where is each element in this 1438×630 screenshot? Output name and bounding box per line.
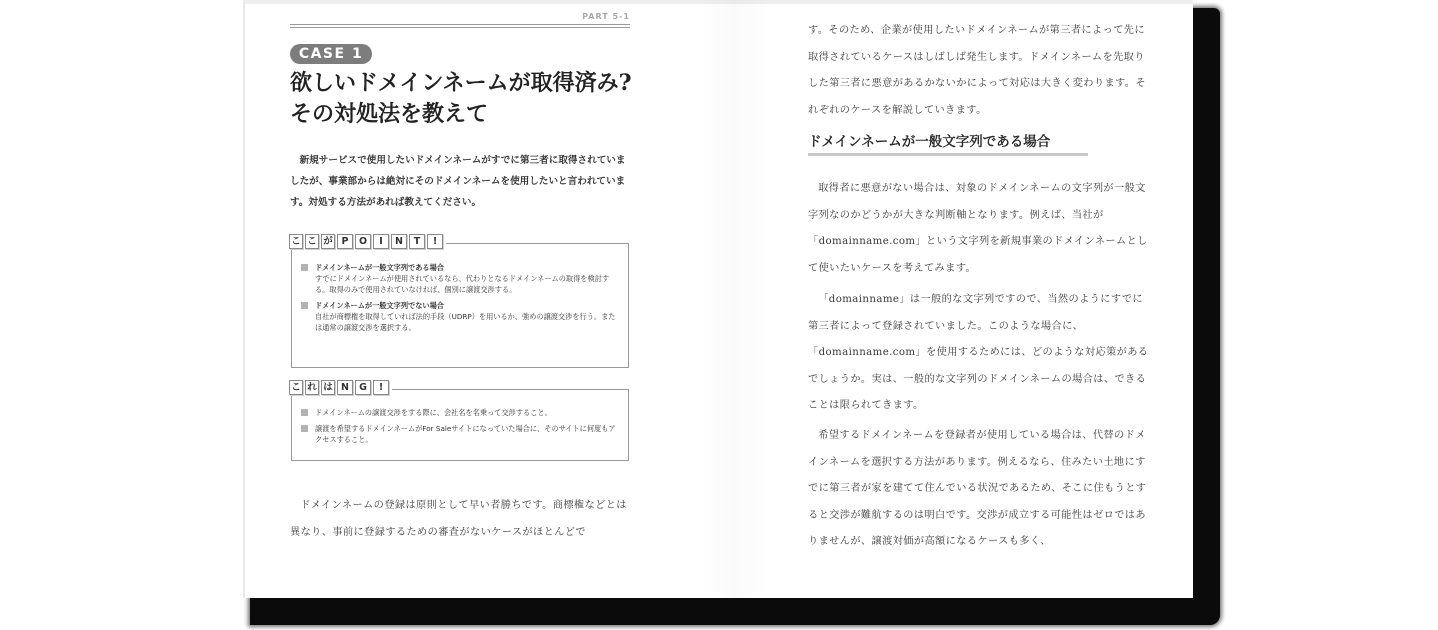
ng-item	[301, 423, 618, 445]
ng-item	[301, 407, 618, 418]
point-box	[291, 236, 629, 368]
square-bullet-icon	[301, 409, 308, 416]
ng-list	[301, 407, 618, 450]
left-body-paragraph: ドメインネームの登録は原則として早い者勝ちです。商標権などとは異なり、事前に登録するための審査がないケースがほとんどで	[290, 500, 627, 538]
case-title	[290, 68, 650, 130]
ng-box-title	[289, 380, 392, 395]
point-item-heading: ドメインネームが一般文字列である場合	[315, 263, 444, 272]
title-char: T	[409, 234, 425, 249]
ng-item-body: 譲渡を希望するドメインネームがFor Saleサイトになっていた場合に、そのサイトに何度もアクセスすること。	[315, 424, 616, 444]
title-char: こ	[305, 234, 319, 249]
case-question: 新規サービスで使用したいドメインネームがすでに第三者に取得されていましたが、事業部からは絶対にそのドメインネームを使用したいと言われています。対処する方法があれば教えてください。	[290, 155, 626, 208]
section-heading: ドメインネームが一般文字列である場合	[808, 131, 1088, 156]
point-item	[301, 262, 618, 295]
case-title-line-1: 欲しいドメインネームが取得済み?	[290, 70, 632, 96]
ng-box	[291, 382, 629, 461]
right-paragraph-4: 希望するドメインネームを登録者が使用している場合は、代替のドメインネームを選択する方法があります。例えるなら、住みたい土地にすでに第三者が家を建てて住んでいる状況であるため、そこに住もうとすると交渉が難航するのは明白です。交渉が成立する可能性はゼロではありませんが、譲渡対価が高額になるケースも多く、	[808, 430, 1147, 548]
case-badge: CASE 1	[290, 44, 372, 64]
point-item-body: すでにドメインネームが使用されているなら、代わりとなるドメインネームの取得を検討する。取得のみで使用されていなければ、個別に譲渡交渉する。	[315, 274, 610, 294]
header-double-rule	[290, 24, 630, 28]
square-bullet-icon	[301, 264, 308, 271]
right-paragraph-1: す。そのため、企業が使用したいドメインネームが第三者によって先に取得されているケースはしばしば発生します。ドメインネームを先取りした第三者に悪意があるかないかによって対応は大きく変わります。それぞれのケースを解説していきます。	[808, 25, 1146, 116]
title-char: I	[373, 234, 389, 249]
title-char: こ	[289, 380, 303, 395]
ng-item-body: ドメインネームの譲渡交渉をする際に、会社名を名乗って交渉すること。	[315, 408, 552, 417]
point-item	[301, 300, 618, 333]
point-item-heading: ドメインネームが一般文字列でない場合	[315, 301, 444, 310]
title-char: !	[373, 380, 389, 395]
running-head: PART 5-1	[582, 12, 630, 21]
title-char: が	[321, 234, 335, 249]
title-char: は	[321, 380, 335, 395]
title-char: N	[337, 380, 353, 395]
book-gutter	[700, 0, 770, 598]
title-char: !	[427, 234, 443, 249]
square-bullet-icon	[301, 302, 308, 309]
point-box-title	[289, 234, 446, 249]
title-char: こ	[289, 234, 303, 249]
title-char: れ	[305, 380, 319, 395]
point-list	[301, 262, 618, 338]
title-char: P	[337, 234, 353, 249]
point-item-body: 自社が商標権を取得していれば法的手段（UDRP）を用いるか、強めの譲渡交渉を行う。または通常の譲渡交渉を選択する。	[315, 312, 616, 332]
case-title-line-2: その対処法を教えて	[290, 101, 489, 127]
square-bullet-icon	[301, 425, 308, 432]
title-char: N	[391, 234, 407, 249]
title-char: G	[355, 380, 371, 395]
right-paragraph-2: 取得者に悪意がない場合は、対象のドメインネームの文字列が一般文字列なのかどうかが大きな判断軸となります。例えば、当社が「domainname.com」という文字列を新規事業のドメインネームとして使いたいケースを考えてみます。	[808, 183, 1148, 274]
title-char: O	[355, 234, 371, 249]
right-paragraph-3: 「domainname」は一般的な文字列ですので、当然のようにすでに第三者によって登録されていました。このような場合に、「domainname.com」を使用するためには、どのような対応策があるでしょうか。実は、一般的な文字列のドメインネームの場合は、できることは限られてきます。	[808, 294, 1149, 412]
